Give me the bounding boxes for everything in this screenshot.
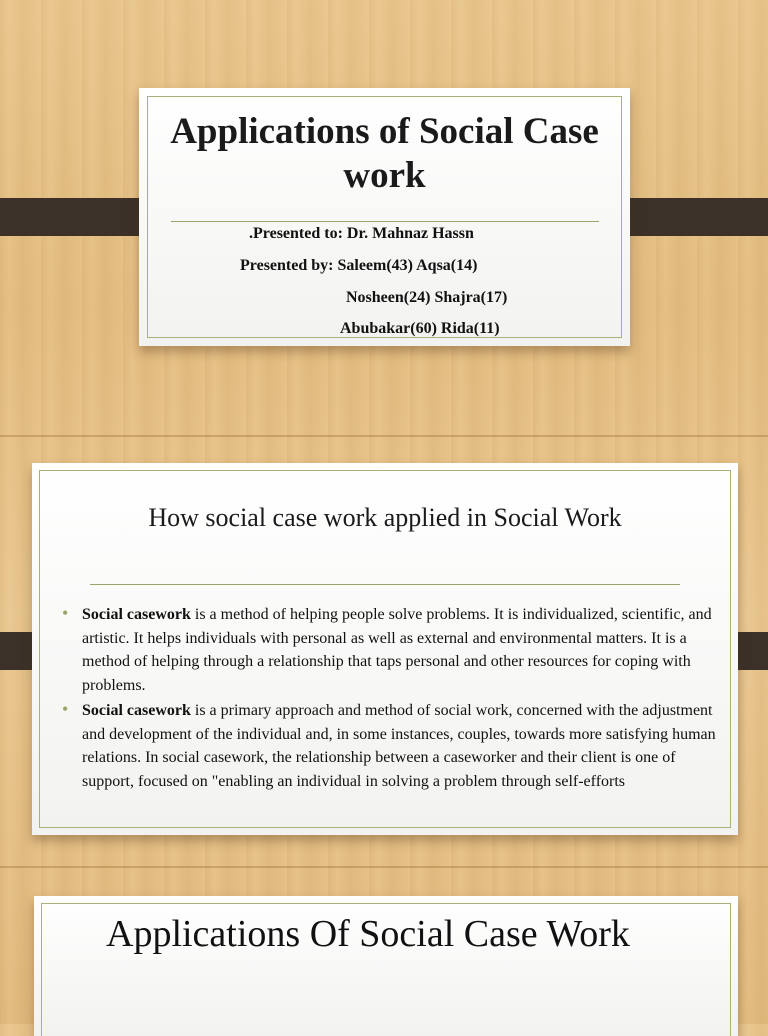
title-rule xyxy=(171,221,599,222)
list-item: • Social casework is a primary approach and method of social work, concerned with the adjustment and development of the individual and, in some instances, couples, towards more satisfying human relations. In social casework, the relationship between a caseworker and their client is one of support, focused on "enabling an individual in solving a problem through self-efforts xyxy=(62,699,716,790)
title-rule xyxy=(90,584,680,585)
presenter-names-2: Nosheen(24) Shajra(17) xyxy=(346,289,508,306)
slide-1 xyxy=(0,0,768,436)
content-card xyxy=(32,463,738,835)
slide-title: Applications of Social Case work xyxy=(170,111,599,196)
content-card xyxy=(34,896,738,1036)
slide-2 xyxy=(0,436,768,866)
title-card xyxy=(139,88,630,346)
list-item: • Social casework is a method of helping people solve problems. It is individualized, scientific, and artistic. It helps individuals with personal as well as external and environmental matters. It is a method of helping through a relationship that taps personal and other resources for coping with problems. xyxy=(62,603,712,694)
bullet-icon: • xyxy=(62,699,69,719)
slide-title: How social case work applied in Social Work xyxy=(148,503,622,532)
bullet-list xyxy=(62,603,722,795)
presenter-names-3: Abubakar(60) Rida(11) xyxy=(340,320,500,337)
slide-title: Applications Of Social Case Work xyxy=(106,913,630,955)
bullet-icon: • xyxy=(62,603,69,623)
right-accent-bar xyxy=(612,198,768,236)
left-accent-bar xyxy=(0,198,156,236)
slide-3 xyxy=(0,866,768,1024)
presented-to: .Presented to: Dr. Mahnaz Hassn xyxy=(249,225,474,242)
presented-by: Presented by: Saleem(43) Aqsa(14) xyxy=(240,257,478,274)
